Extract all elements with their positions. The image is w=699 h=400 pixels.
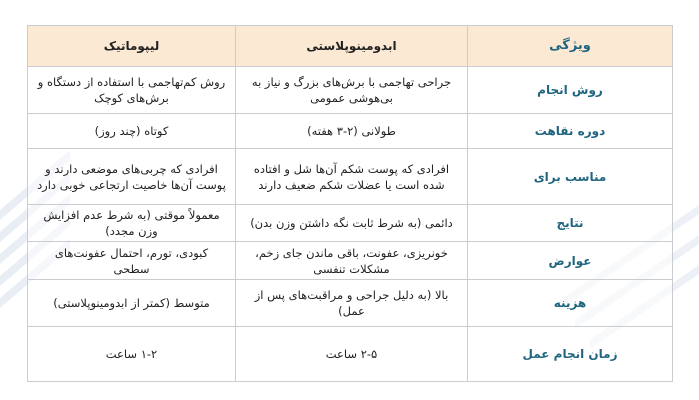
comparison-table	[27, 25, 673, 382]
cell-liposuction-duration: ۱-۲ ساعت	[28, 327, 236, 382]
table-row	[28, 67, 673, 114]
cell-abdominoplasty-results: دائمی (به شرط ثابت نگه داشتن وزن بدن)	[236, 205, 468, 242]
row-label-duration: زمان انجام عمل	[468, 327, 673, 382]
cell-liposuction-suitable-for: افرادی که چربی‌های موضعی دارند و پوست آن‌ها خاصیت ارتجاعی خوبی دارد	[28, 149, 236, 205]
cell-liposuction-complications: کبودی، تورم، احتمال عفونت‌های سطحی	[28, 242, 236, 280]
cell-abdominoplasty-method: جراحی تهاجمی با برش‌های بزرگ و نیاز به بی‌هوشی عمومی	[236, 67, 468, 114]
cell-abdominoplasty-cost: بالا (به دلیل جراحی و مراقبت‌های پس از عمل)	[236, 280, 468, 327]
cell-abdominoplasty-duration: ۲-۵ ساعت	[236, 327, 468, 382]
cell-liposuction-cost: متوسط (کمتر از ابدومینوپلاستی)	[28, 280, 236, 327]
table-header-row	[28, 26, 673, 67]
cell-liposuction-method: روش کم‌تهاجمی با استفاده از دستگاه و برش‌های کوچک	[28, 67, 236, 114]
row-label-cost: هزینه	[468, 280, 673, 327]
table-row	[28, 327, 673, 382]
row-label-complications: عوارض	[468, 242, 673, 280]
table-row	[28, 149, 673, 205]
table-row	[28, 280, 673, 327]
cell-liposuction-recovery: کوتاه (چند روز)	[28, 114, 236, 149]
row-label-method: روش انجام	[468, 67, 673, 114]
cell-abdominoplasty-suitable-for: افرادی که پوست شکم آن‌ها شل و افتاده شده است یا عضلات شکم ضعیف دارند	[236, 149, 468, 205]
cell-liposuction-results: معمولاً موقتی (به شرط عدم افزایش وزن مجدد)	[28, 205, 236, 242]
table-row	[28, 205, 673, 242]
row-label-results: نتایج	[468, 205, 673, 242]
header-liposuction: لیپوماتیک	[28, 26, 236, 67]
row-label-suitable-for: مناسب برای	[468, 149, 673, 205]
table-row	[28, 114, 673, 149]
cell-abdominoplasty-recovery: طولانی (۲-۳ هفته)	[236, 114, 468, 149]
header-abdominoplasty: ابدومینوپلاستی	[236, 26, 468, 67]
cell-abdominoplasty-complications: خونریزی، عفونت، باقی ماندن جای زخم، مشکلات تنفسی	[236, 242, 468, 280]
table-row	[28, 242, 673, 280]
header-feature: ویژگی	[468, 26, 673, 67]
row-label-recovery: دوره نقاهت	[468, 114, 673, 149]
